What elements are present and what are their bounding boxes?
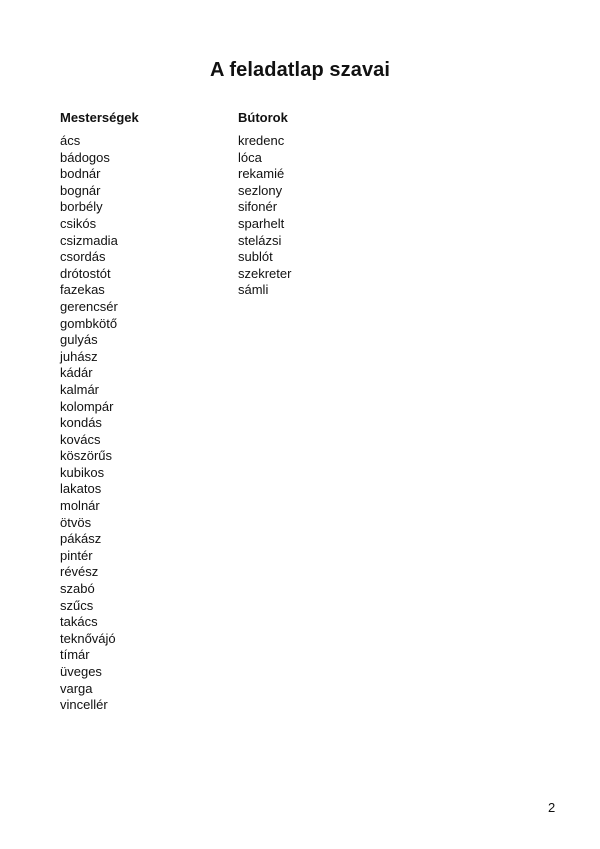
word-list-item: gulyás	[60, 332, 98, 348]
word-list-item: takács	[60, 614, 98, 630]
word-list-item: szűcs	[60, 597, 94, 613]
word-list-item: sublót	[238, 249, 273, 265]
word-list-item: vincellér	[60, 697, 108, 713]
word-list-item: csikós	[60, 215, 97, 231]
word-list-item: pintér	[60, 547, 93, 563]
word-list-item: fazekas	[60, 282, 105, 298]
furniture-word-list	[238, 133, 291, 299]
crafts-column	[60, 110, 139, 714]
furniture-heading: Bútorok	[238, 110, 288, 125]
crafts-word-list	[60, 133, 139, 714]
word-list-item: bognár	[60, 182, 101, 198]
word-list-item: bodnár	[60, 166, 101, 182]
word-list-item: teknővájó	[60, 630, 116, 646]
word-list-item: rekamié	[238, 166, 285, 182]
word-list-item: sezlony	[238, 182, 283, 198]
word-list-item: juhász	[60, 348, 98, 364]
word-list-item: szekreter	[238, 265, 292, 281]
word-list-item: kalmár	[60, 381, 100, 397]
word-list-item: gombkötő	[60, 315, 118, 331]
word-list-item: köszörűs	[60, 448, 113, 464]
page-number: 2	[548, 800, 556, 815]
word-list-item: stelázsi	[238, 232, 282, 248]
word-list-item: molnár	[60, 498, 100, 514]
word-list-item: sparhelt	[238, 215, 285, 231]
word-list-item: lakatos	[60, 481, 102, 497]
word-list-item: kolompár	[60, 398, 114, 414]
word-list-item: kredenc	[238, 133, 285, 148]
word-list-item: borbély	[60, 199, 103, 215]
word-list-item: révész	[60, 564, 99, 580]
word-list-item: kondás	[60, 415, 102, 431]
word-list-item: gerencsér	[60, 298, 118, 314]
word-list-item: csordás	[60, 249, 106, 265]
word-list-item: pákász	[60, 531, 102, 547]
crafts-heading: Mesterségek	[60, 110, 139, 125]
word-list-item: sifonér	[238, 199, 278, 215]
word-list-item: drótostót	[60, 265, 111, 281]
word-list-item: kubikos	[60, 464, 105, 480]
word-list-item: kádár	[60, 365, 93, 381]
word-list-item: ötvös	[60, 514, 92, 530]
word-list-item: csizmadia	[60, 232, 118, 248]
furniture-column	[238, 110, 291, 299]
word-list-item: üveges	[60, 664, 102, 679]
word-list-item: szabó	[60, 581, 95, 597]
word-list-item: ács	[60, 133, 81, 148]
page-title: A feladatlap szavai	[209, 59, 391, 82]
word-list-item: tímár	[60, 647, 90, 663]
word-list-item: kovács	[60, 431, 101, 447]
word-list-item: varga	[60, 680, 93, 696]
word-list-item: bádogos	[60, 149, 110, 165]
word-list-item: lóca	[238, 149, 262, 165]
word-list-item: sámli	[238, 282, 269, 298]
